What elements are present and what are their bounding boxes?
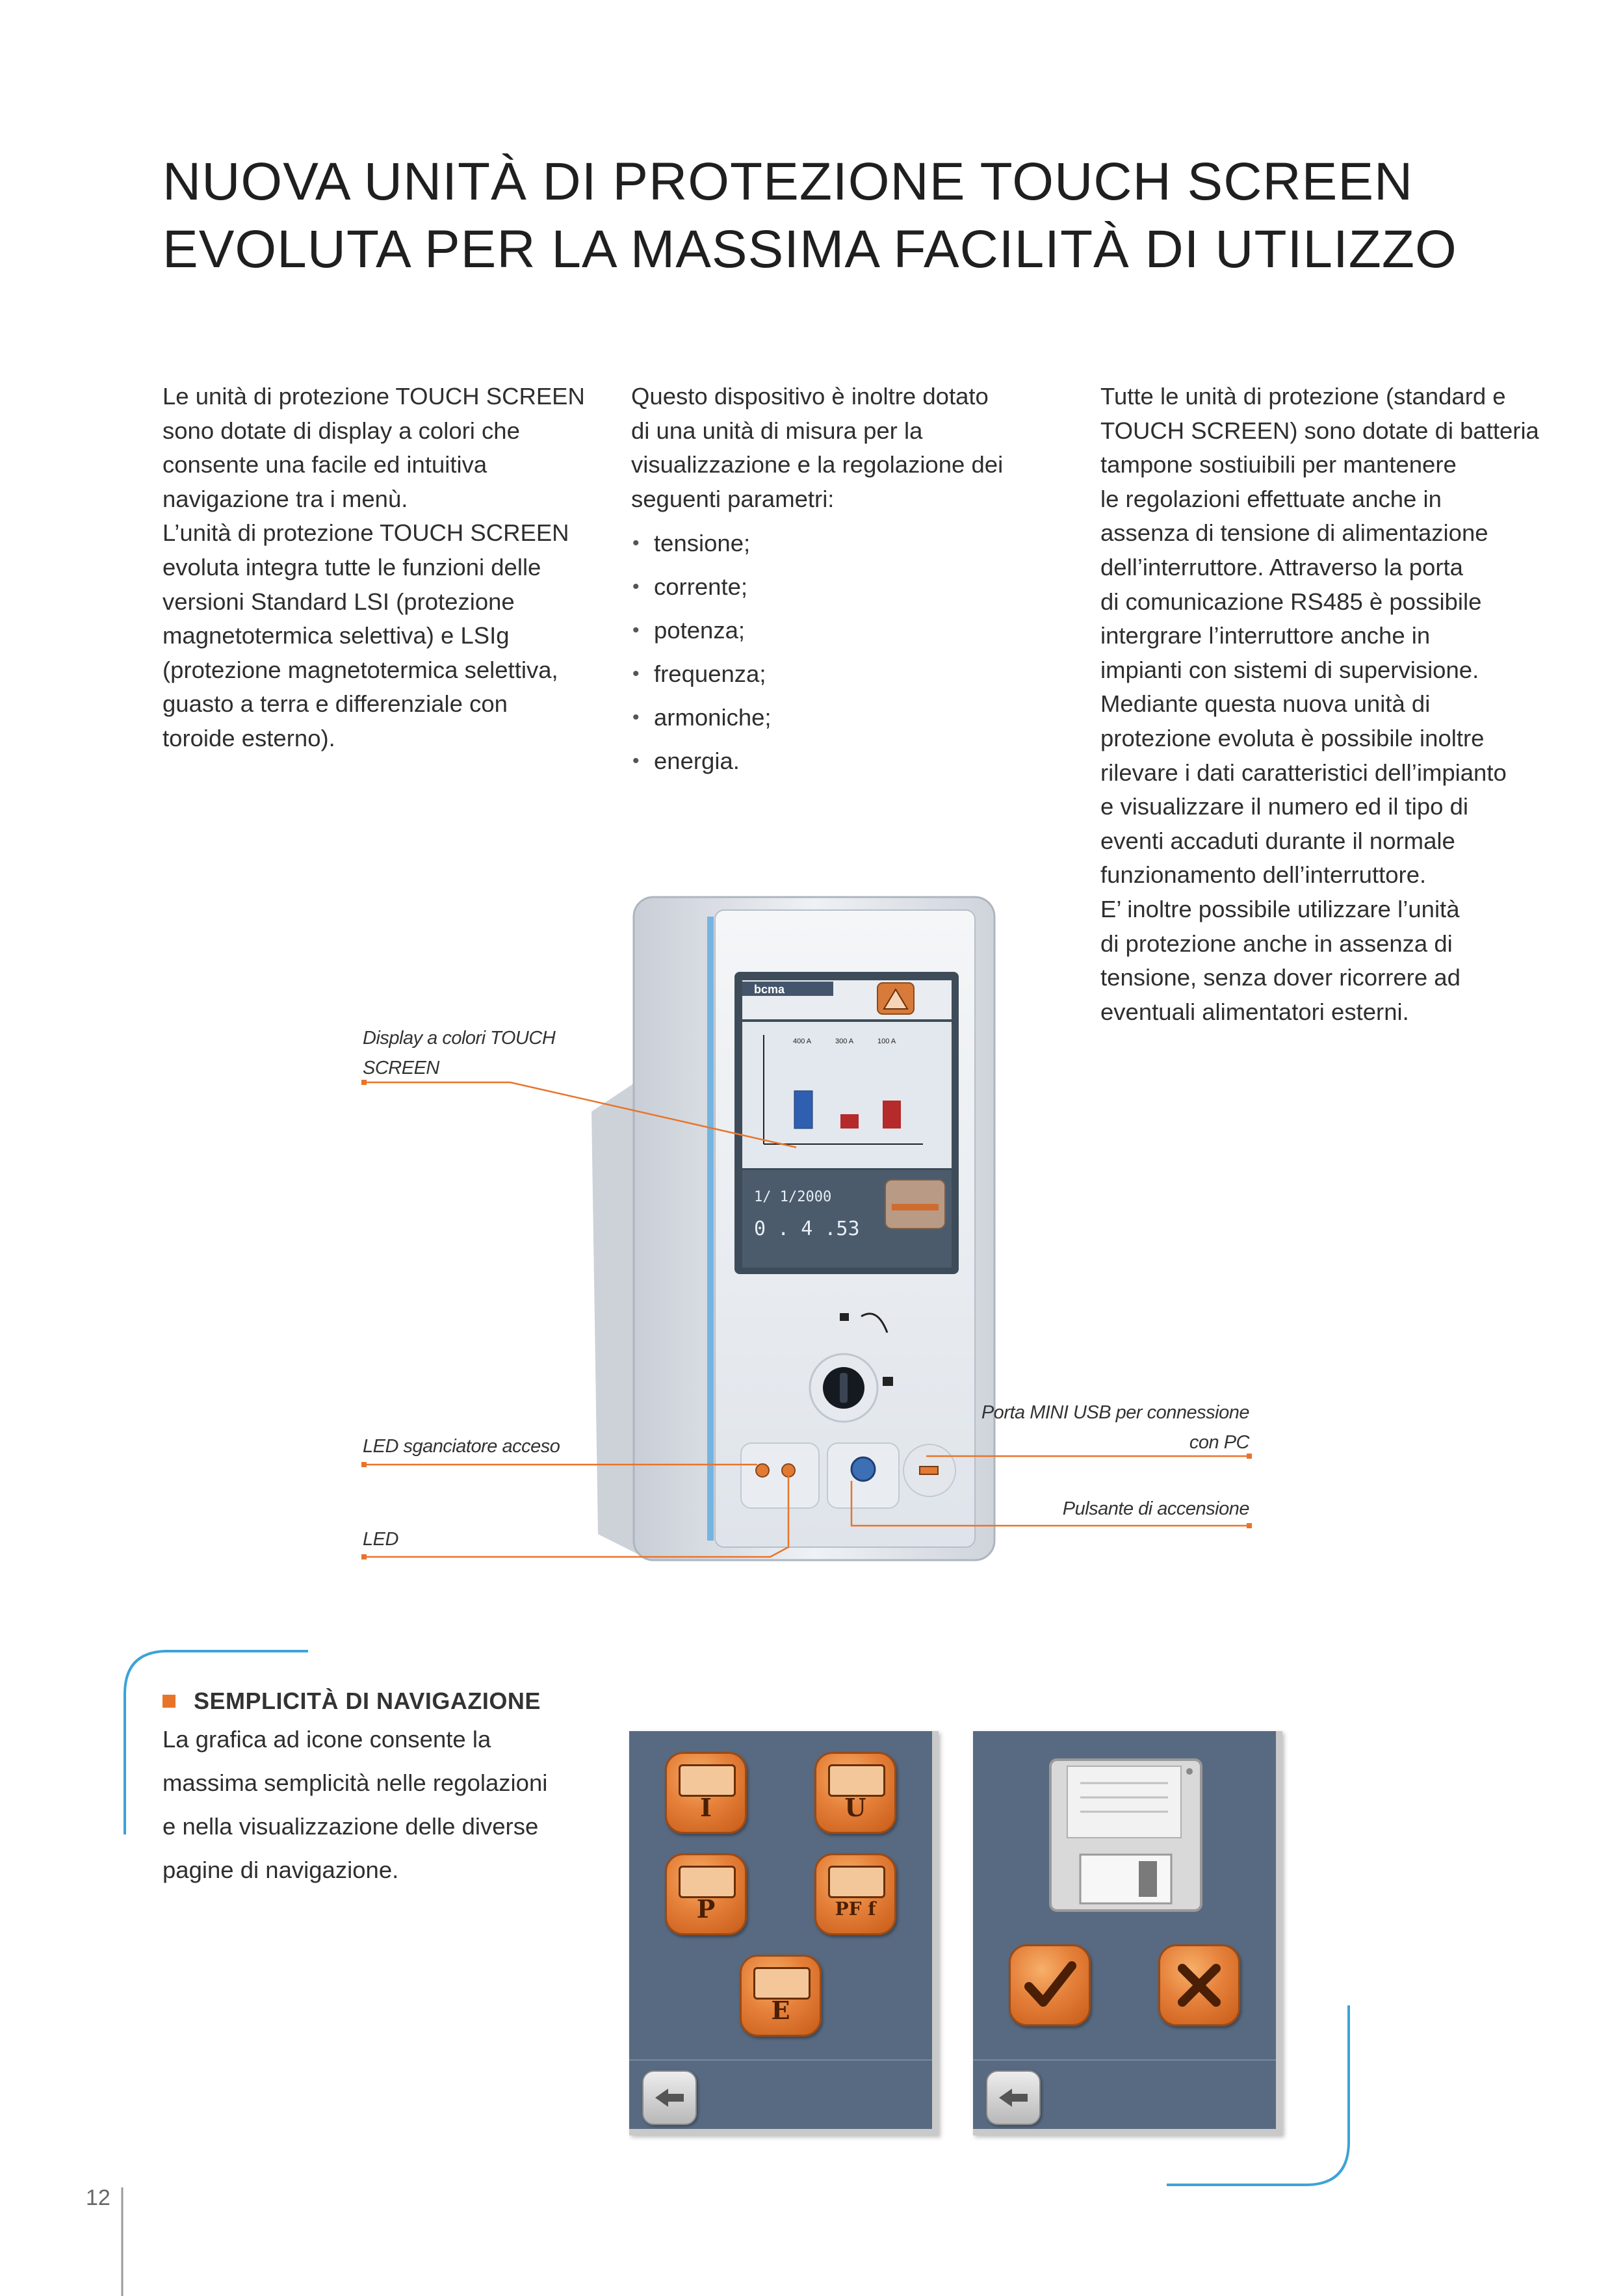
brand-label: bcma <box>754 983 785 996</box>
close-icon <box>1160 1946 1238 2024</box>
lock-open-icon <box>883 1377 893 1386</box>
floppy-disk-icon <box>1048 1757 1204 1913</box>
panel-divider <box>629 2059 932 2061</box>
led-housing <box>741 1443 819 1508</box>
power-menu-button[interactable] <box>665 1853 747 1935</box>
frequency-menu-button[interactable] <box>814 1853 896 1935</box>
callout-power: Pulsante di accensione <box>1062 1498 1249 1519</box>
callout-led: LED <box>363 1529 398 1550</box>
intro-column-1: Le unità di protezione TOUCH SCREEN sono dotate di display a colori che consente una facile ed intuitiva navigazione tra i menù. L’unità di protezione TOUCH SCREEN evoluta integra tutte le funzioni delle versioni Standard LSI (protezione magnetotermica selettiva) e LSIg (protezione magnetotermica selettiva, guasto a terra e differenziale con toroide esterno). <box>162 383 585 751</box>
list-item: • armoniche; <box>631 696 1060 739</box>
key-slot-detail <box>840 1373 848 1403</box>
cancel-button[interactable] <box>1158 1944 1240 2026</box>
screen-date: 1/ 1/2000 <box>754 1189 832 1205</box>
menu-screen-panel <box>629 1731 939 2135</box>
checkmark-icon <box>1011 1946 1089 2024</box>
panel-divider <box>973 2059 1276 2061</box>
screen-time: 0 . 4 .53 <box>754 1218 860 1240</box>
energy-menu-button[interactable] <box>740 1955 822 2037</box>
back-button[interactable] <box>986 2070 1041 2125</box>
intro-column-2 <box>631 380 1060 783</box>
menu-button-label: U <box>844 1793 866 1822</box>
meter-icon <box>679 1764 736 1797</box>
back-arrow-icon <box>987 2072 1039 2124</box>
list-item: • corrente; <box>631 565 1060 608</box>
lock-closed-icon <box>840 1313 849 1321</box>
nav-description: La grafica ad icone consente la massima semplicità nelle regolazioni e nella visualizzazione delle diverse pagine di navigazione. <box>162 1726 548 1883</box>
nav-heading-row <box>162 1688 585 1715</box>
led-indicator <box>782 1464 795 1477</box>
menu-button-label: PF f <box>835 1898 876 1920</box>
meter-icon <box>828 1866 885 1898</box>
menu-button-label: E <box>771 1996 790 2025</box>
current-menu-button[interactable] <box>665 1752 747 1834</box>
page-number: 12 <box>86 2185 110 2210</box>
bullet-square-icon <box>162 1695 175 1708</box>
device-edge-light <box>707 917 714 1541</box>
led-trip-indicator <box>756 1464 769 1477</box>
chart-bar <box>794 1091 812 1128</box>
chart-bar <box>883 1101 901 1128</box>
voltage-menu-button[interactable] <box>814 1752 896 1834</box>
menu-button-label: P <box>696 1894 716 1924</box>
callout-led-trip: LED sganciatore acceso <box>363 1436 560 1457</box>
page-title <box>162 148 1495 283</box>
meter-icon <box>753 1967 811 2000</box>
title-line-1: NUOVA UNITÀ DI PROTEZIONE TOUCH SCREEN <box>162 152 1414 211</box>
list-item: • tensione; <box>631 521 1060 565</box>
back-button[interactable] <box>642 2070 697 2125</box>
screen-button-detail <box>892 1204 939 1210</box>
intro-column-3: Tutte le unità di protezione (standard e TOUCH SCREEN) sono dotate di batteria tampone sostiuibili per mantenere le regolazioni effettuate anche in assenza di tensione di alimentazione dell’interruttore. Attraverso la porta di comunicazione RS485 è possibile intergrare l’interruttore anche in impianti con sistemi di supervisione. Mediante questa nuova unità di protezione evoluta è possibile inoltre rilevare i dati caratteristici dell’impianto e visualizzare il numero ed il tipo di eventi accaduti durante il normale funzionamento dell’interruttore. E’ inoltre possibile utilizzare l’unità di protezione anche in assenza di tensione, senza dover ricorrere ad eventuali alimentatori esterni. <box>1100 383 1539 1025</box>
menu-button-label: I <box>700 1793 712 1822</box>
title-line-2: EVOLUTA PER LA MASSIMA FACILITÀ DI UTILIZZO <box>162 220 1457 279</box>
list-item: • frequenza; <box>631 652 1060 696</box>
measure-list <box>631 521 1060 783</box>
callout-display: Display a colori TOUCH SCREEN <box>363 1028 556 1078</box>
list-item: • potenza; <box>631 608 1060 652</box>
back-arrow-icon <box>643 2072 695 2124</box>
mini-usb-port[interactable] <box>920 1467 938 1474</box>
callout-usb: Porta MINI USB per connessione con PC <box>981 1402 1249 1453</box>
bar-label: 100 A <box>877 1037 896 1045</box>
bar-label: 300 A <box>835 1037 854 1045</box>
nav-heading: SEMPLICITÀ DI NAVIGAZIONE <box>194 1688 541 1714</box>
bar-label: 400 A <box>793 1037 812 1045</box>
nav-section <box>162 1688 585 1892</box>
save-screen-panel <box>973 1731 1282 2135</box>
confirm-button[interactable] <box>1009 1944 1091 2026</box>
meter-icon <box>828 1764 885 1797</box>
protection-unit-illustration <box>572 884 1014 1573</box>
meter-icon <box>679 1866 736 1898</box>
list-item: • energia. <box>631 739 1060 783</box>
chart-bar <box>840 1114 859 1128</box>
measure-intro: Questo dispositivo è inoltre dotato di una unità di misura per la visualizzazione e la regolazione dei seguenti parametri: <box>631 383 1004 512</box>
power-button[interactable] <box>851 1457 875 1481</box>
